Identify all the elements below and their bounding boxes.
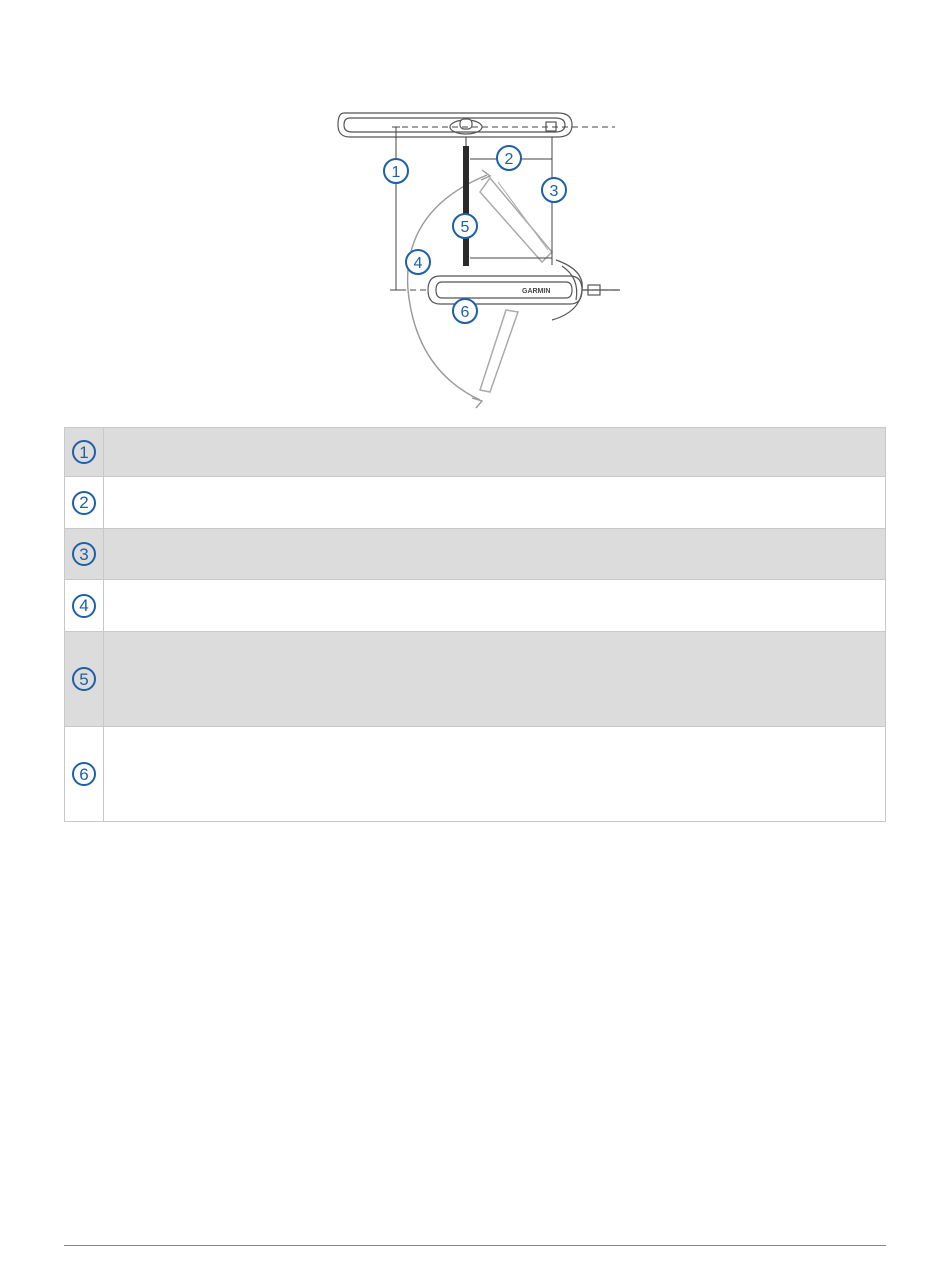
motor-shaft: [460, 146, 470, 266]
legend-row: [65, 477, 886, 529]
legend-text-1: [104, 428, 886, 477]
legend-callout-5: 5: [72, 667, 96, 691]
legend-row: [65, 632, 886, 727]
legend-row: [65, 428, 886, 477]
legend-row: [65, 580, 886, 632]
legend-text-6: [104, 727, 886, 822]
callout-1: 1: [391, 164, 401, 181]
stowed-motor: [338, 113, 572, 137]
callout-2: 2: [504, 151, 514, 168]
legend-text-4: [104, 580, 886, 632]
callout-4: 4: [413, 255, 423, 272]
callout-legend-table: [64, 427, 886, 822]
legend-callout-3: 3: [72, 542, 96, 566]
brand-label: GARMIN: [522, 288, 551, 295]
callout-3: 3: [549, 183, 559, 200]
legend-callout-6: 6: [72, 762, 96, 786]
rotating-motor-ghost: [480, 178, 552, 392]
legend-callout-4: 4: [72, 594, 96, 618]
legend-text-2: [104, 477, 886, 529]
footer-divider: [64, 1245, 886, 1246]
legend-row: [65, 529, 886, 580]
rotation-arc: [408, 175, 487, 400]
callout-6: 6: [460, 304, 470, 321]
legend-text-5: [104, 632, 886, 727]
legend-text-3: [104, 529, 886, 580]
legend-callout-1: 1: [72, 440, 96, 464]
legend-row: [65, 727, 886, 822]
legend-callout-2: 2: [72, 491, 96, 515]
callout-5: 5: [460, 219, 470, 236]
figure-callouts: [384, 146, 566, 323]
trolling-motor-installation-diagram: [330, 100, 640, 415]
